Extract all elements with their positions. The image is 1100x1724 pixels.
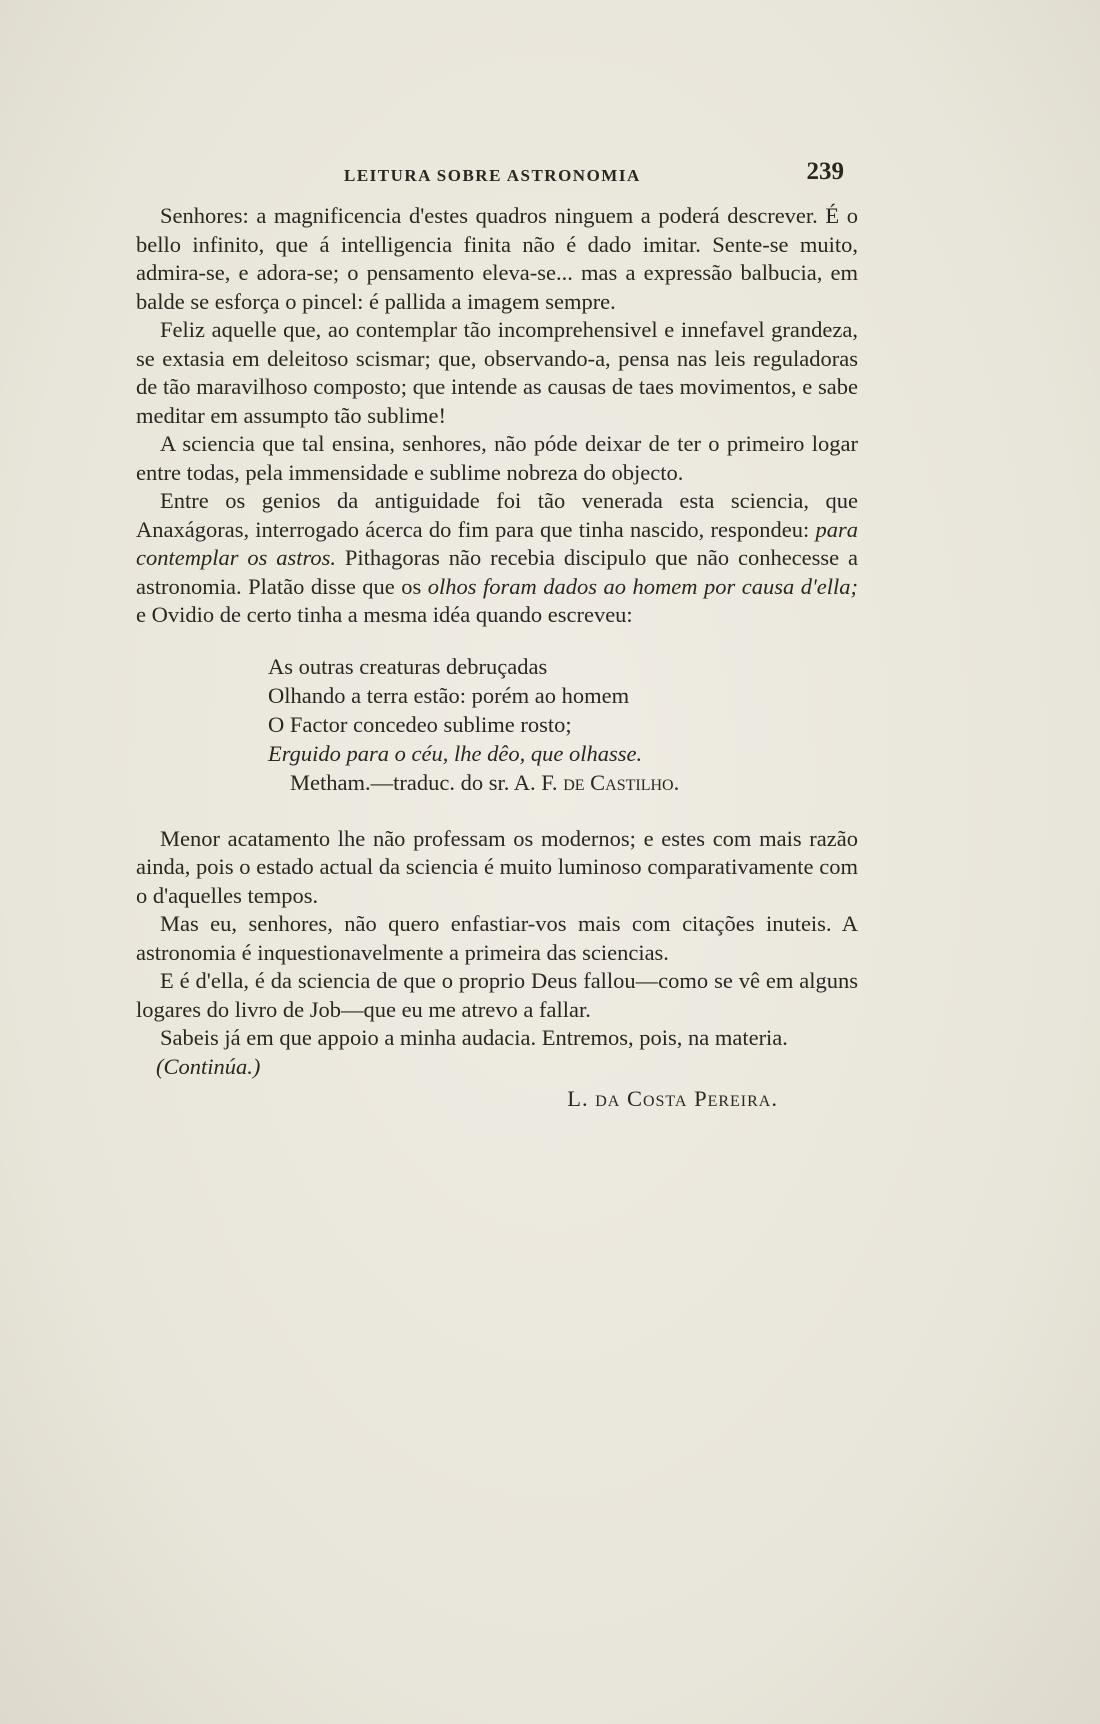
page-header	[138, 158, 858, 198]
poem-quote	[268, 652, 858, 797]
paragraph-5: Menor acatamento lhe não professam os modernos; e estes com mais razão ainda, pois o estado actual da sciencia é muito luminoso comparativamente com o d'aquelles tempos.	[136, 825, 858, 908]
paragraph-3: A sciencia que tal ensina, senhores, não póde deixar de ter o primeiro logar entre todas, pela immensidade e sublime nobreza do objecto.	[136, 431, 858, 485]
running-head: LEITURA SOBRE ASTRONOMIA	[344, 166, 641, 185]
spacer	[136, 797, 858, 825]
paragraph-8: Sabeis já em que appoio a minha audacia. Entremos, pois, na materia.	[160, 1025, 788, 1050]
paragraph-1: Senhores: a magnificencia d'estes quadros ninguem a poderá descrever. É o bello infinito, que á intelligencia finita não é dado imitar. Sente-se muito, admira-se, e adora-se; o pensamento eleva-se... mas a expressão balbucia, em balde se esforça o pincel: é pallida a imagem sempre.	[136, 203, 858, 314]
poem-attribution	[268, 768, 858, 797]
attribution-prefix: Metham.—traduc. do sr. A. F.	[290, 769, 564, 795]
article-body	[136, 202, 858, 1114]
poem-line: Olhando a terra estão: porém ao homem	[268, 682, 630, 708]
poem-line: As outras creaturas debruçadas	[268, 653, 548, 679]
paragraph-4-quote-platao: olhos foram dados ao homem por causa d'ella;	[427, 573, 858, 599]
continua-note: (Continúa.)	[156, 1053, 261, 1079]
paragraph-6: Mas eu, senhores, não quero enfastiar-vos mais com citações inuteis. A astronomia é inquestionavelmente a primeira das sciencias.	[136, 911, 858, 965]
paragraph-4-part-a: Entre os genios da antiguidade foi tão venerada esta sciencia, que Anaxágoras, interrogado ácerca do fim para que tinha nascido, respondeu:	[136, 488, 858, 542]
poem-line: Erguido para o céu, lhe dêo, que olhasse.	[268, 740, 643, 766]
paragraph-4-part-c: Pithagoras não recebia discipulo que não conhecesse a astronomia. Platão disse que os	[136, 545, 858, 599]
poem-line: O Factor concedeo sublime rosto;	[268, 711, 572, 737]
paragraph-2: Feliz aquelle que, ao contemplar tão incomprehensivel e innefavel grandeza, se extasia em deleitoso scismar; que, observando-a, pensa nas leis reguladoras de tão maravilhoso composto; que intende as causas de taes movimentos, e sabe meditar em assumpto tão sublime!	[136, 317, 858, 428]
paragraph-4-quote-anaxagoras: para contemplar os astros.	[136, 516, 858, 570]
paragraph-4	[136, 487, 858, 630]
author-signature: L. da Costa Pereira.	[567, 1086, 778, 1111]
paragraph-7: E é d'ella, é da sciencia de que o proprio Deus fallou—como se vê em alguns logares do livro de Job—que eu me atrevo a fallar.	[136, 968, 858, 1022]
page-number: 239	[806, 158, 844, 185]
paragraph-4-part-e: e Ovidio de certo tinha a mesma idéa quando escreveu:	[136, 602, 633, 627]
attribution-name: de Castilho.	[563, 769, 680, 795]
